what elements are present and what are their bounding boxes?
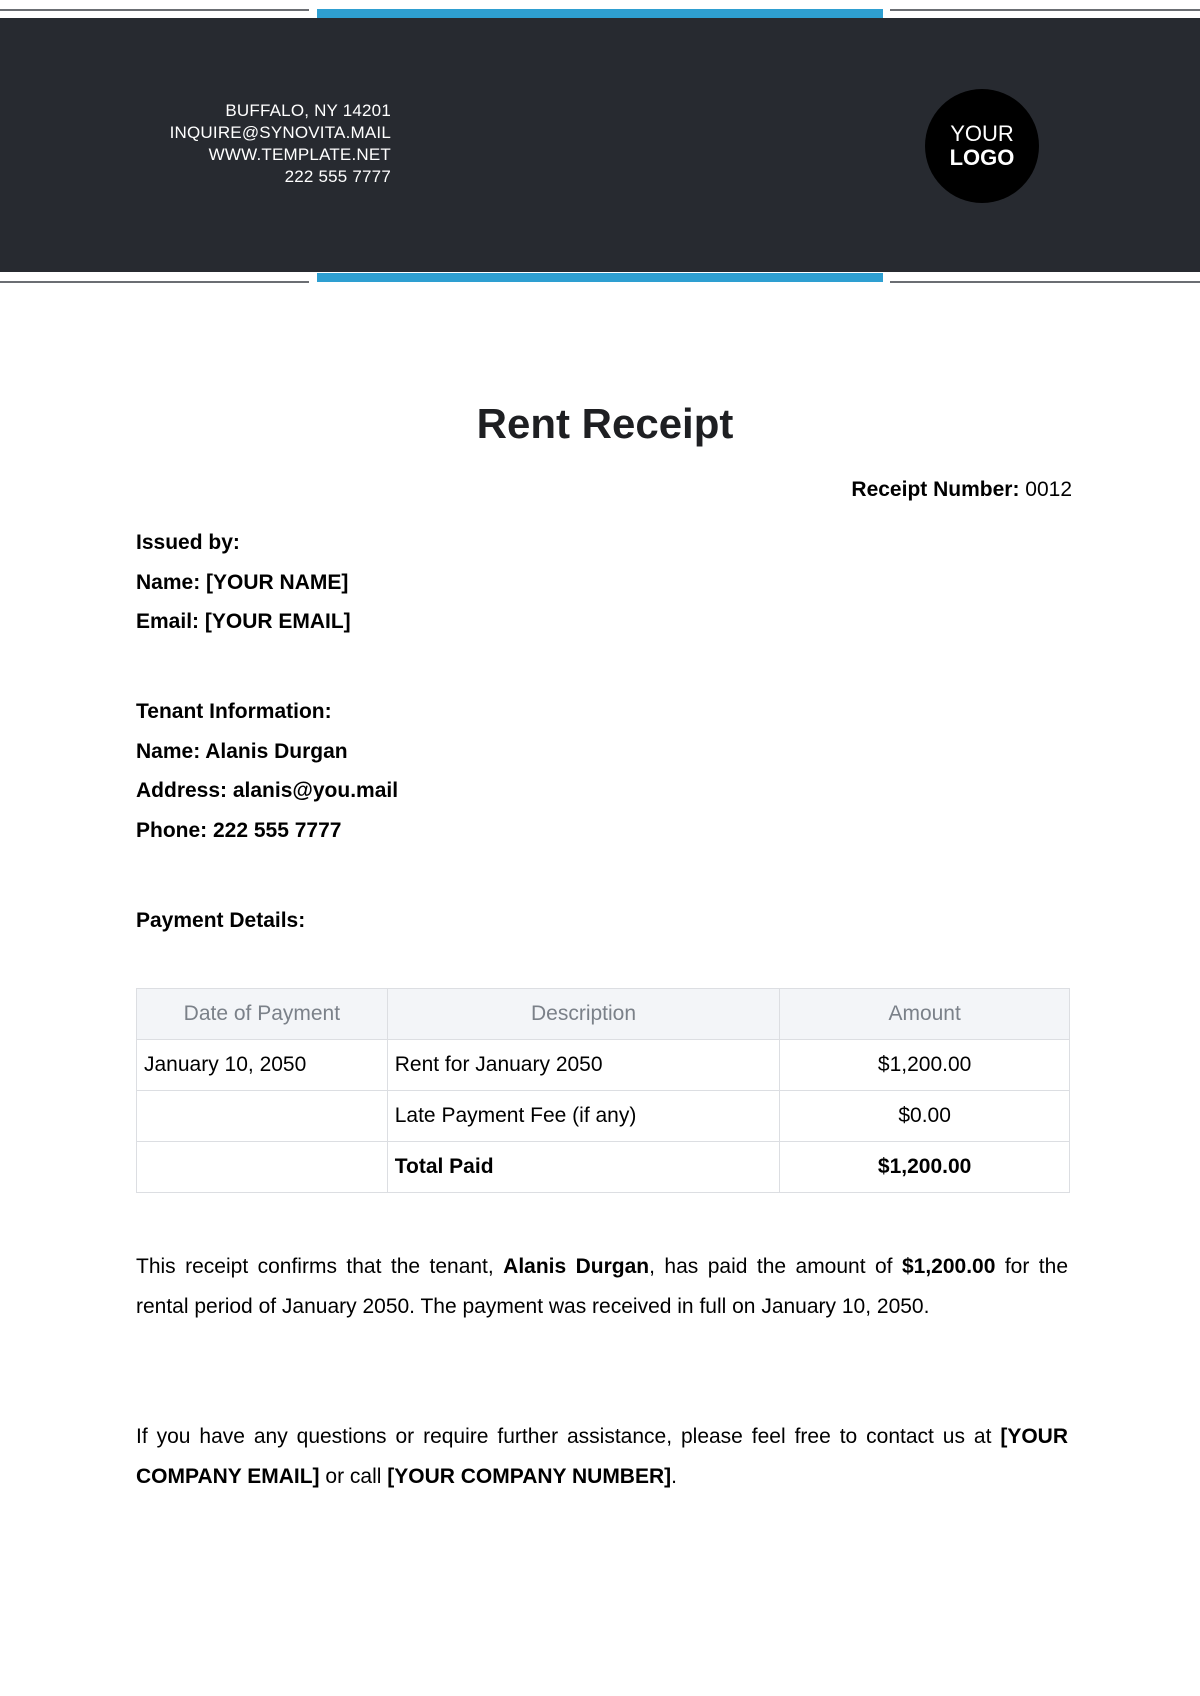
receipt-number — [851, 478, 1072, 502]
logo-text-2: LOGO — [949, 145, 1015, 170]
text: If you have any questions or require further assistance, please feel free to contact us at — [136, 1425, 1001, 1448]
tenant-heading: Tenant Information: — [136, 700, 332, 723]
tenant-address: Address: alanis@you.mail — [136, 779, 399, 802]
tenant-phone: Phone: 222 555 7777 — [136, 818, 342, 842]
contact-paragraph — [136, 1417, 1068, 1496]
column-header: Description — [387, 989, 780, 1040]
phone: 222 555 7777 — [284, 167, 391, 186]
column-header: Amount — [780, 989, 1070, 1040]
description-cell: Late Payment Fee (if any) — [387, 1091, 780, 1142]
top-rule-right — [890, 9, 1200, 11]
payment-table — [136, 988, 1070, 1193]
text: This receipt confirms that the tenant, — [136, 1255, 504, 1278]
top-rule-left — [0, 9, 309, 11]
amount-cell: $1,200.00 — [780, 1040, 1070, 1091]
text: or call — [319, 1464, 388, 1488]
email: INQUIRE@SYNOVITA.MAIL — [169, 123, 391, 142]
company-contact — [170, 100, 391, 188]
receipt-number-value: 0012 — [1025, 478, 1072, 501]
text: . — [671, 1464, 677, 1488]
logo-text-1: YOUR — [950, 121, 1014, 146]
total-label: Total Paid — [387, 1142, 780, 1193]
issuer-email: Email: [YOUR EMAIL] — [136, 610, 351, 633]
confirmation-paragraph — [136, 1247, 1068, 1326]
website: WWW.TEMPLATE.NET — [208, 145, 391, 164]
tenant-name-bold: Alanis Durgan — [503, 1255, 650, 1278]
text: , has paid the amount of — [649, 1255, 902, 1278]
bottom-rule-right — [890, 281, 1200, 283]
issued-by-section — [136, 523, 351, 642]
table-row — [137, 1040, 1070, 1091]
amount-bold: $1,200.00 — [901, 1255, 996, 1278]
payment-details-heading: Payment Details: — [136, 909, 306, 932]
address: BUFFALO, NY 14201 — [225, 101, 391, 120]
text: for the rental period of January 2050. The payment was received in full on January 10, 2050. — [136, 1255, 1068, 1318]
header-band — [0, 18, 1200, 272]
bottom-rule-left — [0, 281, 309, 283]
date-cell — [137, 1091, 388, 1142]
issuer-name: Name: [YOUR NAME] — [136, 570, 349, 594]
company-email: [YOUR COMPANY EMAIL] — [136, 1425, 1068, 1488]
page-title: Rent Receipt — [476, 400, 734, 447]
table-header-row — [137, 989, 1070, 1040]
tenant-name: Name: Alanis Durgan — [136, 739, 348, 763]
tenant-section — [136, 692, 398, 850]
date-cell — [137, 1142, 388, 1193]
company-number: [YOUR COMPANY NUMBER] — [387, 1464, 672, 1488]
date-cell: January 10, 2050 — [137, 1040, 388, 1091]
receipt-number-label: Receipt Number: — [851, 478, 1020, 501]
logo — [925, 89, 1039, 203]
description-cell: Rent for January 2050 — [387, 1040, 780, 1091]
table-row — [137, 1091, 1070, 1142]
column-header: Date of Payment — [137, 989, 388, 1040]
total-row — [137, 1142, 1070, 1193]
issued-by-heading: Issued by: — [136, 531, 240, 554]
bottom-accent-bar — [317, 273, 883, 282]
amount-cell: $0.00 — [780, 1091, 1070, 1142]
top-accent-bar — [317, 9, 883, 18]
total-amount: $1,200.00 — [780, 1142, 1070, 1193]
